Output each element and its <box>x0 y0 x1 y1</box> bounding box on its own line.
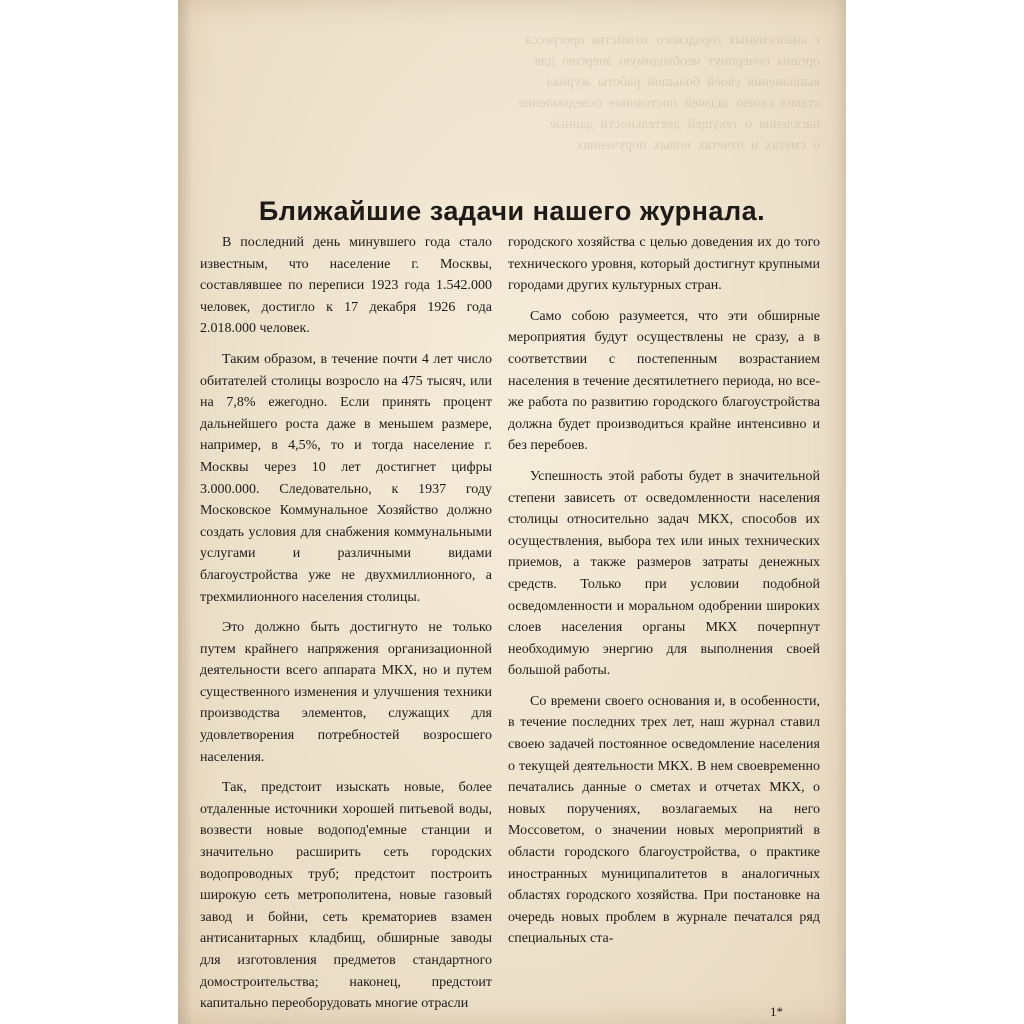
paragraph: Успешность этой работы будет в значительной степени зависеть от осведомленности населения столицы относительно задач МКХ, способов их осуществления, выбора тех или иных технических приемов, а также размеров затраты денежных средств. Только при условии подобной осведомленности и моральном одобрении широких слоев населения органы МКХ почерпнут необходимую энергию для выполнения своей большой работы. <box>508 468 820 679</box>
paragraph: Так, предстоит изыскать новые, более отдаленные источники хорошей питьевой воды, возвести новые водопод'емные станции и значительно расширить сеть городских водопроводных труб; предстоит построить широкую сеть метрополитена, новые газовый завод и бойни, сеть крематориев взамен антисанитарных кладбищ, обширные заводы для изготовления предметов стандартного домостроительства; наконец, предстоит капитально переоборудовать многие отрасли <box>200 780 492 1012</box>
article-title: Ближайшие задачи нашего журнала. <box>258 196 766 227</box>
paragraph: В последний день минувшего года стало известным, что население г. Москвы, составлявшее по переписи 1923 года 1.542.000 человек, достигло к 17 декабря 1926 года 2.018.000 человек. <box>200 235 492 337</box>
bleed-through-texture: с аналогичных городского хозяйства прогресса органы почерпнут необходимую энергию для выполнения своей большой работы журнал ставил своею задачей постоянное осведомление населения о текущей деятельности данные о сметах и отчетах новых поручениях <box>518 33 820 153</box>
paragraph: Само собою разумеется, что эти обширные мероприятия будут осуществлены не сразу, а в соответствии с постепенным возрастанием населения в течение десятилетнего периода, но все-же работа по развитию городского благоустройства должна будет производиться крайне интенсивно и без перебоев. <box>508 308 820 454</box>
left-column <box>200 232 492 1024</box>
paragraph: Со времени своего основания и, в особенности, в течение последних трех лет, наш журнал ставил своею задачей постоянное осведомление населения о текущей деятельности МКХ. В нем своевременно печатались данные о сметах и отчетах МКХ, о новых поручениях, возлагаемых на него Моссоветом, о значении новых мероприятий в области городского благоустройства, о практике иностранных муниципалитетов в аналогичных областях городского хозяйства. При постановке на очередь новых проблем в журнале печатался ряд специальных ста- <box>508 693 820 947</box>
page-number: 1* <box>770 1004 783 1019</box>
paragraph: Таким образом, в течение почти 4 лет число обитателей столицы возросло на 475 тысяч, или на 7,8% ежегодно. Если принять процент дальнейшего роста даже в меньшем размере, например, в 4,5%, то и тогда население г. Москвы через 10 лет достигнет цифры 3.000.000. Следовательно, к 1937 году Московское Коммунальное Хозяйство должно создать условия для снабжения коммунальными услугами и различными видами благоустройства уже не двухмиллионного, а трехмилионного населения столицы. <box>200 351 492 605</box>
paragraph-continuation: городского хозяйства с целью доведения их до того технического уровня, который достигнут крупными городами других культурных стран. <box>508 235 820 294</box>
right-column <box>508 232 820 959</box>
paragraph: Это должно быть достигнуто не только путем крайнего напряжения организационной деятельности всего аппарата МКХ, но и путем существенного изменения и улучшения техники производства элементов, служащих для удовлетворения потребностей возросшего населения. <box>200 620 492 765</box>
